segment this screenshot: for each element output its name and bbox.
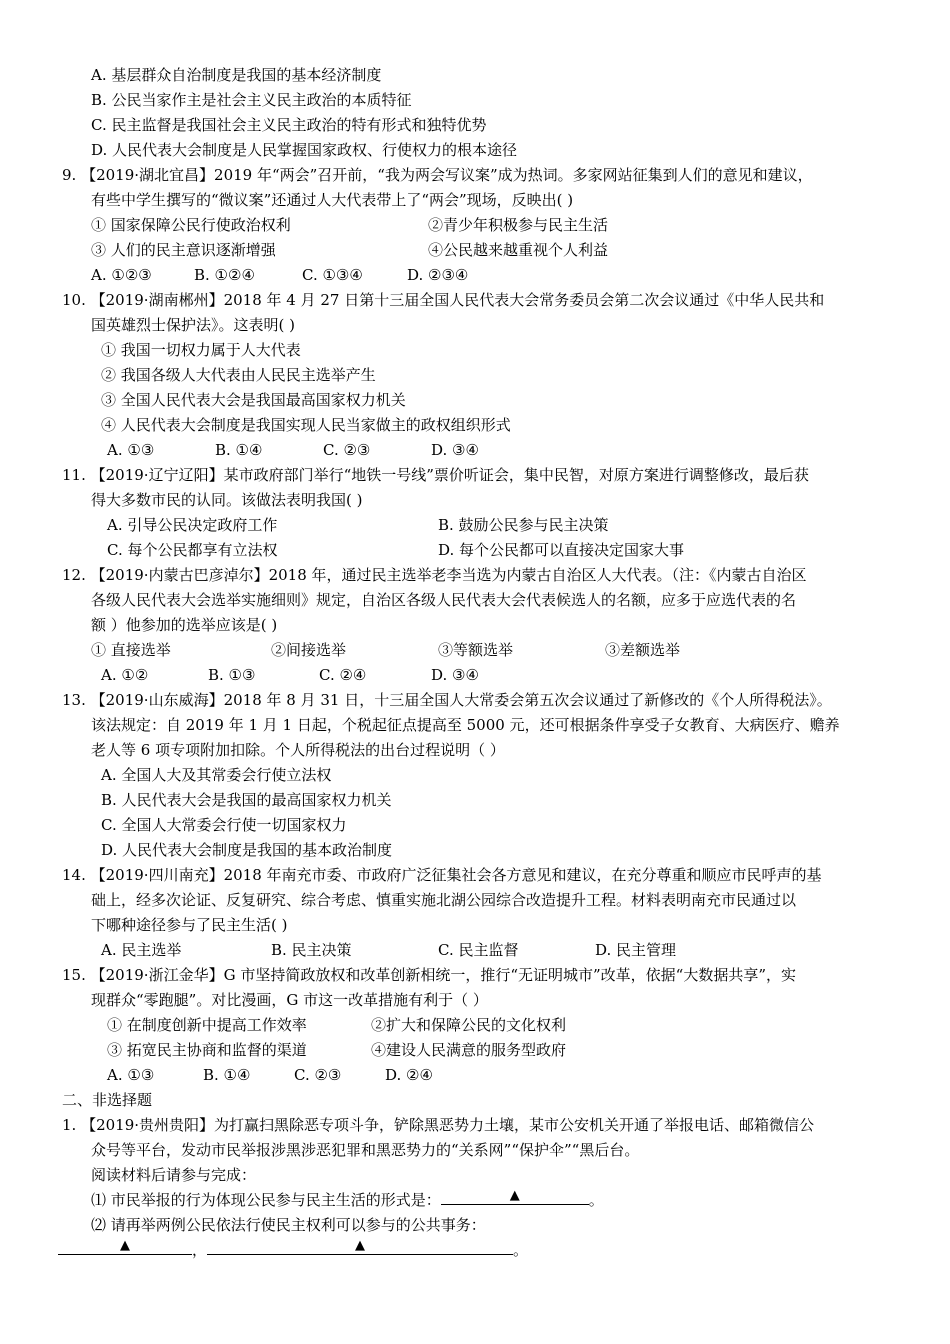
s2-q1-sub2-answers [58,1240,528,1260]
sub1-period: 。 [588,1191,604,1209]
q12-choice-c: C. ②④ [319,666,367,684]
blank-marker: ▲ [120,1238,130,1253]
q13-choice-d: D. 人民代表大会制度是我国的基本政治制度 [101,841,393,859]
q14-choice-b: B. 民主决策 [271,941,352,959]
q9-choice-d: D. ②③④ [407,266,469,284]
q11-stem-line1: 11. 【2019·辽宁辽阳】某市政府部门举行“地铁一号线”票价听证会，集中民智，对原方案进行调整修改，最后获 [62,466,809,484]
q14-choice-a: A. 民主选举 [101,941,182,959]
q15-choice-a: A. ①③ [107,1066,155,1084]
blank-marker: ▲ [509,1188,520,1203]
q8-option-a: A. 基层群众自治制度是我国的基本经济制度 [91,66,382,84]
q10-statement-3: ③ 全国人民代表大会是我国最高国家权力机关 [101,391,406,409]
q15-statement-2: ②扩大和保障公民的文化权利 [371,1016,567,1034]
answer-comma: ， [192,1241,208,1259]
q9-stem-line1: 9. 【2019·湖北宜昌】2019 年“两会”召开前，“我为两会写议案”成为热词。多家网站征集到人们的意见和建议， [62,166,813,184]
q8-option-c: C. 民主监督是我国社会主义民主政治的特有形式和独特优势 [91,116,487,134]
q12-choice-a: A. ①② [101,666,149,684]
q13-choice-c: C. 全国人大常委会行使一切国家权力 [101,816,347,834]
s2-q1-prompt: 阅读材料后请参与完成： [91,1166,257,1184]
q10-choice-b: B. ①④ [215,441,263,459]
q14-choice-d: D. 民主管理 [595,941,677,959]
q15-choice-c: C. ②③ [294,1066,342,1084]
q13-choice-a: A. 全国人大及其常委会行使立法权 [101,766,332,784]
q12-statement-4: ③差额选举 [605,641,681,659]
s2-q1-stem-line2: 众号等平台，发动市民举报涉黑涉恶犯罪和黑恶势力的“关系网”“保护伞”“黑后台。 [91,1141,640,1159]
q15-statement-3: ③ 拓宽民主协商和监督的渠道 [107,1041,307,1059]
q10-statement-2: ② 我国各级人大代表由人民民主选举产生 [101,366,376,384]
q9-statement-2: ②青少年积极参与民主生活 [428,216,609,234]
q9-statement-3: ③ 人们的民主意识逐渐增强 [91,241,276,259]
q13-stem-line2: 该法规定：自 2019 年 1 月 1 日起，个税起征点提高至 5000 元，还可根据条件享受子女教育、大病医疗、赡养 [91,716,840,734]
q11-choice-c: C. 每个公民都享有立法权 [107,541,278,559]
answer-period: 。 [513,1241,529,1259]
q14-stem-line3: 下哪种途径参与了民主生活( ) [91,916,288,934]
q10-stem-line2: 国英雄烈士保护法》。这表明( ) [91,316,295,334]
q9-statement-4: ④公民越来越重视个人利益 [428,241,609,259]
q10-choice-d: D. ③④ [431,441,479,459]
q15-stem-line2: 现群众“零跑腿”。对比漫画，G 市这一改革措施有利于（ ） [91,991,488,1009]
q9-choice-b: B. ①②④ [194,266,255,284]
q12-stem-line2: 各级人民代表大会选举实施细则》规定，自治区各级人民代表大会代表候选人的名额，应多于应选代表的名 [91,591,797,609]
section-heading: 二、非选择题 [62,1091,153,1109]
answer-blank-2[interactable] [58,1240,192,1255]
q15-choice-d: D. ②④ [385,1066,433,1084]
q12-stem-line1: 12. 【2019·内蒙古巴彦淖尔】2018 年，通过民主选举老李当选为内蒙古自治区人大代表。（注：《内蒙古自治区 [62,566,807,584]
q15-statement-4: ④建设人民满意的服务型政府 [371,1041,567,1059]
q12-choice-d: D. ③④ [431,666,479,684]
blank-marker: ▲ [355,1238,366,1253]
q12-statement-3: ③等额选举 [438,641,514,659]
q11-choice-b: B. 鼓励公民参与民主决策 [438,516,609,534]
q14-choice-c: C. 民主监督 [438,941,519,959]
q10-choice-a: A. ①③ [107,441,155,459]
q12-statement-1: ① 直接选举 [91,641,171,659]
q10-choice-c: C. ②③ [323,441,371,459]
q8-option-d: D. 人民代表大会制度是人民掌握国家政权、行使权力的根本途径 [91,141,518,159]
q12-stem-line3: 额 ）他参加的选举应该是( ) [91,616,278,634]
q13-stem-line1: 13. 【2019·山东威海】2018 年 8 月 31 日，十三届全国人大常委会第五次会议通过了新修改的《个人所得税法》。 [62,691,832,709]
q8-option-b: B. 公民当家作主是社会主义民主政治的本质特征 [91,91,412,109]
q11-choice-a: A. 引导公民决定政府工作 [107,516,278,534]
q14-stem-line2: 础上，经多次论证、反复研究、综合考虑、慎重实施北湖公园综合改造提升工程。材料表明南充市民通过以 [91,891,797,909]
s2-q1-sub2: ⑵ 请再举两例公民依法行使民主权利可以参与的公共事务： [91,1216,486,1234]
q9-choice-c: C. ①③④ [302,266,363,284]
q13-stem-line3: 老人等 6 项专项附加扣除。个人所得税法的出台过程说明（ ） [91,741,505,759]
s2-q1-stem-line1: 1. 【2019·贵州贵阳】为打赢扫黑除恶专项斗争，铲除黑恶势力土壤，某市公安机关开通了举报电话、邮箱微信公 [62,1116,815,1134]
q10-stem-line1: 10. 【2019·湖南郴州】2018 年 4 月 27 日第十三届全国人民代表大会常务委员会第二次会议通过《中华人民共和 [62,291,825,309]
q14-stem-line1: 14. 【2019·四川南充】2018 年南充市委、市政府广泛征集社会各方意见和建议，在充分尊重和顺应市民呼声的基 [62,866,822,884]
q15-statement-1: ① 在制度创新中提高工作效率 [107,1016,307,1034]
q10-statement-1: ① 我国一切权力属于人大代表 [101,341,301,359]
q12-choice-b: B. ①③ [208,666,256,684]
q15-stem-line1: 15. 【2019·浙江金华】G 市坚持简政放权和改革创新相统一，推行“无证明城市”改革，依据“大数据共享”，实 [62,966,796,984]
q10-statement-4: ④ 人民代表大会制度是我国实现人民当家做主的政权组织形式 [101,416,511,434]
q9-choice-a: A. ①②③ [91,266,152,284]
s2-q1-sub1 [91,1190,604,1210]
sub1-text: ⑴ 市民举报的行为体现公民参与民主生活的形式是： [91,1191,441,1209]
answer-blank-3[interactable] [207,1240,513,1255]
q9-statement-1: ① 国家保障公民行使政治权利 [91,216,291,234]
q9-stem-line2: 有些中学生撰写的“微议案”还通过人大代表带上了“两会”现场，反映出( ) [91,191,574,209]
q12-statement-2: ②间接选举 [271,641,347,659]
q15-choice-b: B. ①④ [203,1066,251,1084]
q11-choice-d: D. 每个公民都可以直接决定国家大事 [438,541,685,559]
answer-blank-1[interactable] [441,1190,589,1205]
q11-stem-line2: 得大多数市民的认同。该做法表明我国( ) [91,491,363,509]
q13-choice-b: B. 人民代表大会是我国的最高国家权力机关 [101,791,392,809]
